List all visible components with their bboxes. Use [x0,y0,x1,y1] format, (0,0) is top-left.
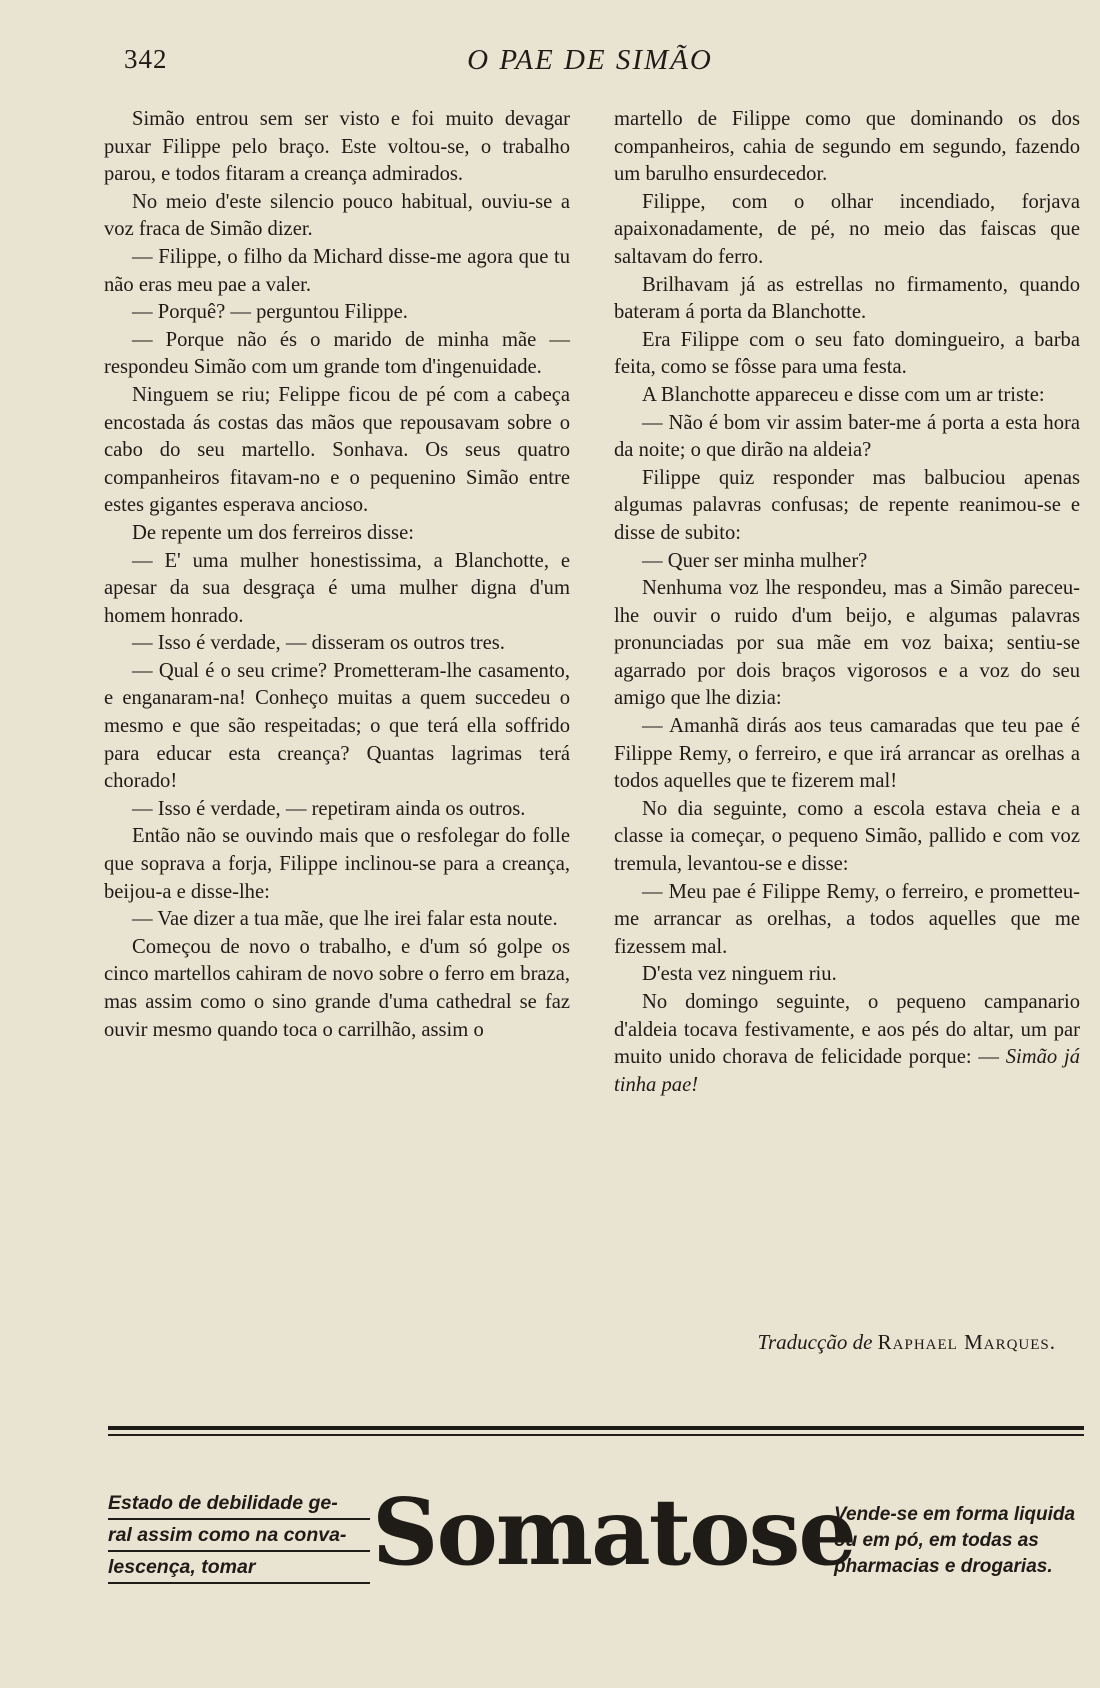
ad-left-line: lescença, tomar [108,1552,370,1584]
page-number: 342 [124,44,168,74]
ad-left-text [108,1488,370,1584]
ad-left-line: Estado de debilidade ge- [108,1488,370,1520]
paragraph: Começou de novo o trabalho, e d'um só golpe os cinco martellos cahiram de novo sobre o ferro em braza, mas assim como o sino grande d'uma cathedral se faz ouvir mesmo quando toca o carrilhão, assim o [104,935,570,1041]
paragraph: — Quer ser minha mulher? [642,549,868,572]
final-paragraph-italic: Simão já tinha pae! [614,1046,1081,1096]
paragraph: — Meu pae é Filippe Remy, o ferreiro, e prometteu-me arrancar as orelhas, a todos aquelles que me fizessem mal. [614,880,1080,958]
paragraph: — Não é bom vir assim bater-me á porta a esta hora da noite; o que dirão na aldeia? [614,411,1080,462]
paragraph: De repente um dos ferreiros disse: [132,521,414,544]
paragraph: Nenhuma voz lhe respondeu, mas a Simão pareceu-lhe ouvir o ruido d'um beijo, e algumas palavras pronunciadas por sua mãe em voz baixa; sentiu-se agarrado por dois braços vigorosos e a voz do seu amigo que lhe dizia: [614,577,1080,710]
final-paragraph [614,989,1080,1099]
paragraph: Ninguem se riu; Felippe ficou de pé com a cabeça encostada ás costas das mãos que repousavam sobre o cabo do seu martello. Sonhava. Os seus quatro companheiros fitavam-no e o pequenino Simão entre estes gigantes esperava ancioso. [104,383,570,517]
paragraph: — Isso é verdade, — repetiram ainda os outros. [132,797,526,820]
somatose-advertisement [104,1478,1084,1608]
translation-credit [614,1330,1056,1355]
divider-thick [108,1426,1084,1430]
paragraph: — Vae dizer a tua mãe, que lhe irei falar esta noute. [132,908,558,931]
paragraph: No dia seguinte, como a escola estava cheia e a classe ia começar, o pequeno Simão, pallido e com voz tremula, levantou-se e disse: [614,797,1080,876]
paragraph: — Filippe, o filho da Michard disse-me agora que tu não eras meu pae a valer. [104,245,570,296]
left-column [104,106,570,1044]
ad-right-text: Vende-se em forma liquida ou em pó, em todas as pharmacias e drogarias. [834,1504,1076,1577]
brand-logo-text: Somatose [372,1478,855,1586]
paragraph: — Qual é o seu crime? Prometteram-lhe casamento, e enganaram-na! Conheço muitas a quem succedeu o mesmo e que são respeitadas; o que terá ella soffrido para educar esta creança? Quantas lagrimas terá chorado! [104,659,570,793]
paragraph: D'esta vez ninguem riu. [642,963,837,986]
paragraph: — Amanhã dirás aos teus camaradas que teu pae é Filippe Remy, o ferreiro, e que irá arrancar as orelhas a todos aquelles que te fizerem mal! [614,715,1080,793]
paragraph: — Isso é verdade, — disseram os outros tres. [132,632,505,655]
paragraph: — Porque não és o marido de minha mãe — respondeu Simão com um grande tom d'ingenuidade. [104,328,570,379]
divider-thin [108,1434,1084,1436]
right-column [614,106,1080,1099]
credit-prefix: Traducção de [757,1330,873,1354]
paragraph: martello de Filippe como que dominando os dos companheiros, cahia de segundo em segundo, fazendo um barulho ensurdecedor. [614,108,1080,186]
paragraph: Simão entrou sem ser visto e foi muito devagar puxar Filippe pelo braço. Este voltou-se, o trabalho parou, e todos fitaram a creança admirados. [104,108,570,186]
paragraph: No meio d'este silencio pouco habitual, ouviu-se a voz fraca de Simão dizer. [104,190,570,241]
page-header [104,44,996,84]
paragraph: Filippe, com o olhar incendiado, forjava apaixonadamente, de pé, no meio das faiscas que saltavam do ferro. [614,190,1080,268]
paragraph: — E' uma mulher honestissima, a Blanchotte, e apesar da sua desgraça é uma mulher digna d'um homem honrado. [104,549,570,627]
paragraph: A Blanchotte appareceu e disse com um ar triste: [642,383,1045,406]
running-title: O PAE DE SIMÃO [467,44,713,76]
final-paragraph-text: No domingo seguinte, o pequeno campanario d'aldeia tocava festivamente, e aos pés do altar, um par muito unido chorava de felicidade porque: — [614,991,1080,1069]
ad-left-line: ral assim como na conva- [108,1520,370,1552]
paragraph: Filippe quiz responder mas balbuciou apenas algumas palavras confusas; de repente reanimou-se e disse de subito: [614,466,1080,544]
paragraph: Então não se ouvindo mais que o resfolegar do folle que soprava a forja, Filippe inclinou-se para a creança, beijou-a e disse-lhe: [104,825,570,903]
paragraph: Brilhavam já as estrellas no firmamento, quando bateram á porta da Blanchotte. [614,273,1080,324]
paragraph: Era Filippe com o seu fato domingueiro, a barba feita, como se fôsse para uma festa. [614,328,1080,379]
translator-name: Raphael Marques. [877,1330,1056,1354]
paragraph: — Porquê? — perguntou Filippe. [132,301,408,324]
